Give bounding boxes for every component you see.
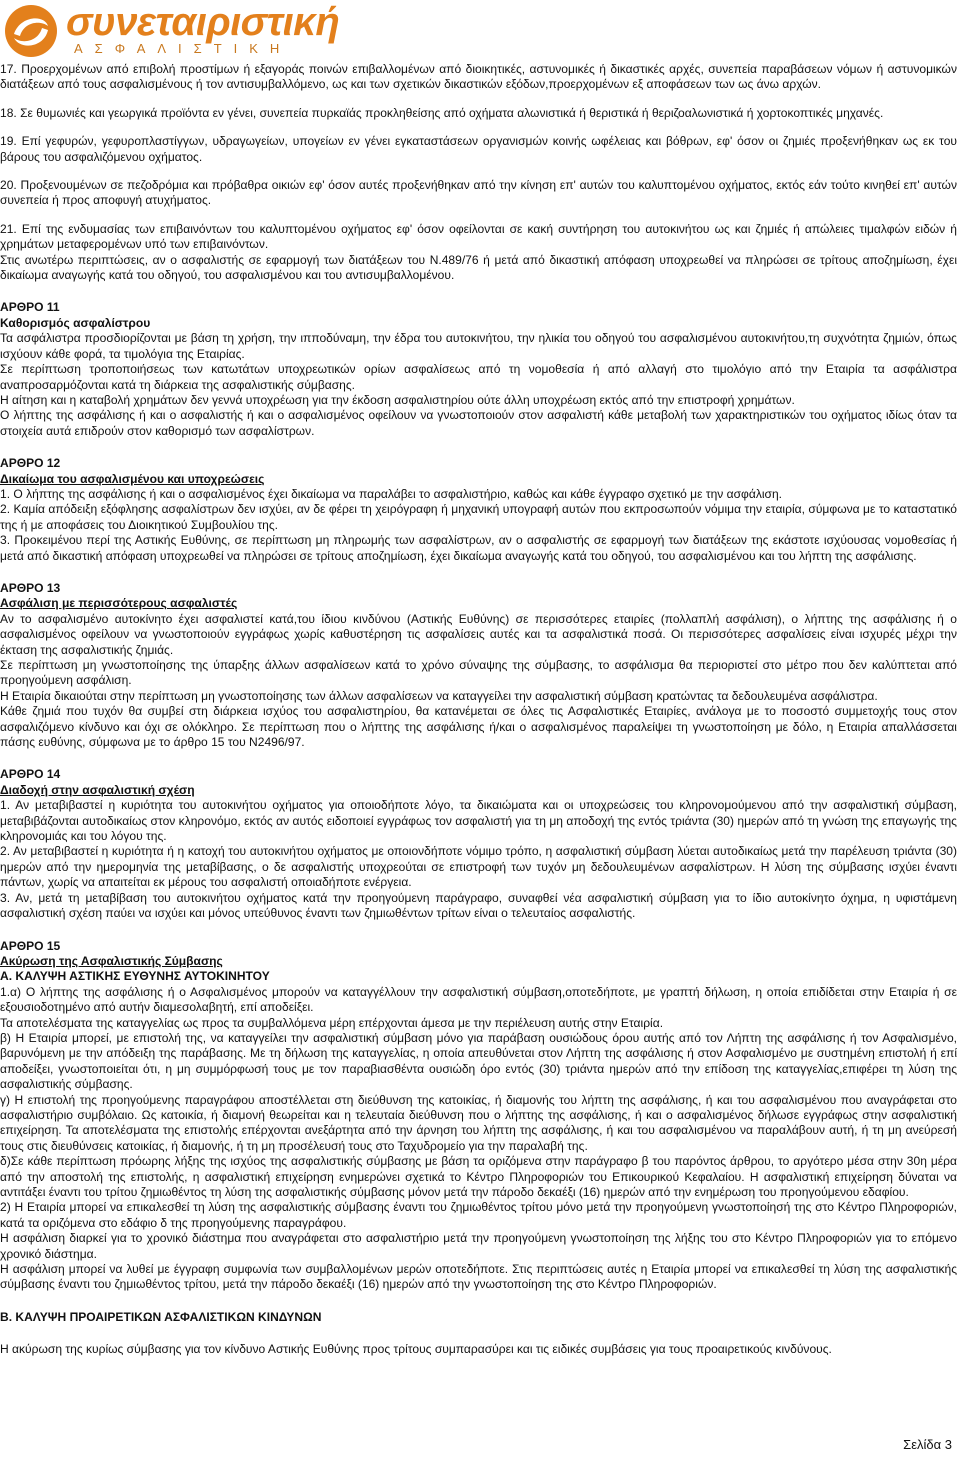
article-12-title: Δικαίωμα του ασφαλισμένου και υποχρεώσεις: [0, 471, 265, 486]
article-15-p8: Η ασφάλιση μπορεί να λυθεί με έγγραφη συμφωνία των συμβαλλομένων μερών οποτεδήποτε. Στις περιπτώσεις αυτές η Εταιρία μπορεί να επικαλεσθεί τη λύση της ασφαλιστικής σύμβασης έναντι του ζημιωθέντος τρίτου, μετά την πάροδο δεκαέξι (16) ημερών από την γνωστοποίηση της στο Κέντρο Πληροφοριών.: [0, 1262, 957, 1292]
section-a-heading: Α. ΚΑΛΥΨΗ ΑΣΤΙΚΗΣ ΕΥΘΥΝΗΣ ΑΥΤΟΚΙΝΗΤΟΥ: [0, 969, 270, 984]
article-15-p5: δ)Σε κάθε περίπτωση πρόωρης λήξης της ισχύος της ασφαλιστικής σύμβασης με βάση τα οριζόμενα στην παράγραφο β του παρόντος άρθρου, το αργότερο μέσα στην 30η μέρα από την αποστολή της επιστολής, η ασφαλιστική επιχείρηση ενημερώνει σχετικά το Κέντρο Πληροφοριών του Επικουρικού Κεφαλαίου. Η ασφαλιστική επιχείρηση δύναται να αντιτάξει έναντι του τρίτου ζημιωθέντος τη λύση της ασφαλιστικής σύμβασης μόνον μετά την πάροδο δεκαέξι (16) ημερών από την ενημέρωση του προηγούμενου εδαφίου.: [0, 1154, 957, 1199]
recourse-paragraph: Στις ανωτέρω περιπτώσεις, αν ο ασφαλιστής σε εφαρμογή των διατάξεων του Ν.489/76 ή μετά από δικαστική απόφαση υποχρεωθεί να πληρώσει σε τρίτους αποζημίωση, έχει δικαίωμα αναγωγής κατά του οδηγού, του ασφαλισμένου και του αντισυμβαλλομένου.: [0, 252, 957, 283]
article-13-p1: Αν το ασφαλισμένο αυτοκίνητο έχει ασφαλιστεί κατά,του ίδιου κινδύνου (Αστικής Ευθύνης) σε περισσότερες εταιρίες (πολλαπλή ασφάλιση), ο λήπτης της ασφάλισης ή ο ασφαλισμένος οφείλουν να γνωστοποιούν εγγράφως χωρίς καθυστέρηση τις ασφαλίσεις αυτές και τα ασφαλιστικά ποσά. Οι περισσότερες ασφαλίσεις είναι ισχυρές μέχρι την έκταση της ασφαλιστικής ζημιάς.: [0, 611, 957, 657]
article-15-p7: Η ασφάλιση διαρκεί για το χρονικό διάστημα που αναγράφεται στο ασφαλιστήριο μετά την προηγούμενη γνωστοποίηση της λήξης του στο Κέντρο Πληροφοριών για το επόμενο χρονικό διάστημα.: [0, 1231, 957, 1261]
article-14-p1: 1. Αν μεταβιβαστεί η κυριότητα του αυτοκινήτου οχήματος για οποιοδήποτε λόγο, τα δικαιώματα και οι υποχρεώσεις του κληρονομούμενου από την ασφαλιστική σύμβαση, μεταβιβάζονται αυτοδικαίως στον κληρονόμο, εκτός αν αυτός ειδοποιεί εγγράφως τον ασφαλιστή για τη μη αποδοχή της εντός τριάντα (30) ημερών από τη γνώση της επαγωγής της κληρονομιάς και του λόγου της.: [0, 798, 957, 844]
article-15-p2: Τα αποτελέσματα της καταγγελίας ως προς τα συμβαλλόμενα μέρη επέρχονται άμεσα με την περιέλευση αυτής στην Εταιρία.: [0, 1015, 664, 1030]
exclusion-21: 21. Επί της ενδυμασίας των επιβαινόντων του καλυπτομένου οχήματος εφ' όσον οφείλονται σε κακή συντήρηση του αυτοκινήτου ως και ζημιές ή απώλειες τιμαλφών ειδών ή χρημάτων μεταφερομένων υπό των επιβαινόντων.: [0, 221, 957, 252]
article-15-p1: 1.α) Ο λήπτης της ασφάλισης ή ο Ασφαλισμένος μπορούν να καταγγέλλουν την ασφαλιστική σύμβαση,οποτεδήποτε, με γραπτή δήλωση, η οποία επιδίδεται στην Εταιρία ή σε εξουσιοδοτημένο από αυτήν διαμεσολαβητή, επί αποδείξει.: [0, 984, 957, 1015]
article-13-heading: ΑΡΘΡΟ 13: [0, 580, 61, 595]
article-15-p9: Η ακύρωση της κυρίως σύμβασης για τον κίνδυνο Αστικής Ευθύνης προς τρίτους συμπαρασύρει και τις ειδικές συμβάσεις για τους προαιρετικούς κινδύνους.: [0, 1342, 832, 1357]
article-14-p2: 2. Αν μεταβιβαστεί η κυριότητα ή η κατοχή του αυτοκινήτου οχήματος με οποιονδήποτε νόμιμο τρόπο, η ασφαλιστική σύμβαση λύεται αυτοδικαίως μετά την παρέλευση τριάντα (30) ημερών από την ημερομηνία της μεταβίβασης, ο δε ασφαλιστής υποχρεούται σε επιστροφή των τυχόν μη δεδουλευμένων ασφαλίστρων. Η λύση της σύμβασης ισχύει έναντι πάντων, χωρίς να απαιτείται εκ μέρους του ασφαλιστή οποιαδήποτε ενέργεια.: [0, 844, 957, 890]
exclusion-17: 17. Προερχομένων από επιβολή προστίμων ή εξαγοράς ποινών επιβαλλομένων από διοικητικές, αστυνομικές ή δικαστικές αρχές, συνεπεία παραβάσεων νόμων ή αστυνομικών διατάξεων από τους ασφαλισμένους ή τον αντισυμβαλλόμενο, ως και των σχετικών δικαστικών εξόδων,προερχομένων εξ αποφάσεων των ως άνω αρχών.: [0, 62, 957, 92]
article-12-p1: 1. Ο λήπτης της ασφάλισης ή και ο ασφαλισμένος έχει δικαίωμα να παραλάβει το ασφαλιστήριο, καθώς και κάθε έγγραφο σχετικό με την ασφάλιση.: [0, 486, 783, 501]
article-13-p4: Κάθε ζημιά που τυχόν θα συμβεί στη διάρκεια ισχύος του ασφαλιστηρίου, θα κατανέμεται σε όλες τις Ασφαλιστικές Εταιρίες, ανάλογα με το ποσοστό συμμετοχής τους στον ασφαλιζόμενο κίνδυνο και όχι σε ολόκληρο. Σε περίπτωση που ο λήπτης της ασφάλισης ή/και ο ασφαλισμένος παραλείψει τη γνωστοποίηση με δόλο, η Εταιρία απαλλάσσεται πάσης ευθύνης, σύμφωνα με το άρθρο 15 του Ν2496/97.: [0, 704, 957, 750]
article-11-p3: Η αίτηση και η καταβολή χρημάτων δεν γεννά υποχρέωση για την έκδοση ασφαλιστηρίου ούτε άλλη υποχρέωση εκτός από την επιστροφή χρημάτων.: [0, 392, 795, 407]
article-11-p4: Ο λήπτης της ασφάλισης ή και ο ασφαλιστής ή και ο ασφαλισμένος οφείλουν να γνωστοποιούν στον ασφαλιστή κάθε μεταβολή των χαρακτηριστικών του οχήματος ιδίως όταν τα στοιχεία αυτά επιδρούν στον καθορισμό των ασφαλίστρων.: [0, 408, 957, 438]
exclusion-20: 20. Προξενουμένων σε πεζοδρόμια και πρόβαθρα οικιών εφ' όσον αυτές προξενήθηκαν από την κίνηση επ' αυτών του καλυπτομένου οχήματος, εκτός εάν τούτο κινηθεί επ' αυτών συνεπεία ή προς αποφυγή ατυχήματος.: [0, 178, 957, 208]
logo-swirl-icon: [4, 4, 58, 58]
article-12-p3: 3. Προκειμένου περί της Αστικής Ευθύνης, σε περίπτωση μη πληρωμής των ασφαλίστρων, αν ο ασφαλιστής σε εφαρμογή των διατάξεων της εκάστοτε ισχύουσας νομοθεσίας ή μετά από δικαστική απόφαση υποχρεωθεί να πληρώσει σε τρίτους αποζημίωση, έχει δικαίωμα αναγωγής κατά του οδηγού, του ασφαλισμένου και του λήπτη της ασφάλισης.: [0, 533, 957, 563]
article-14-title: Διαδοχή στην ασφαλιστική σχέση: [0, 782, 195, 797]
article-13-title: Ασφάλιση με περισσότερους ασφαλιστές: [0, 596, 238, 611]
logo-wordmark: συνεταιριστική: [66, 0, 340, 44]
article-15-title: Ακύρωση της Ασφαλιστικής Σύμβασης: [0, 953, 223, 968]
page-header: [0, 0, 960, 60]
article-14-heading: ΑΡΘΡΟ 14: [0, 767, 61, 782]
section-b-heading: Β. ΚΑΛΥΨΗ ΠΡΟΑΙΡΕΤΙΚΩΝ ΑΣΦΑΛΙΣΤΙΚΩΝ ΚΙΝΔΥΝΩΝ: [0, 1309, 322, 1324]
article-12-p2: 2. Καμία απόδειξη εξόφλησης ασφαλίστρων δεν ισχύει, αν δε φέρει τη χειρόγραφη ή μηχανική υπογραφή αυτών που εκπροσωπούν νόμιμα την εταιρία, σύμφωνα με το καταστατικό της ή με αποφάσεις του Διοικητικού Συμβουλίου της.: [0, 502, 957, 532]
article-15-p4: γ) Η επιστολή της προηγούμενης παραγράφου αποστέλλεται στη διεύθυνση της κατοικίας, ή διαμονής του λήπτη της ασφάλισης, ή και του ασφαλισμένου που αναγράφεται στο ασφαλιστήριο συμβόλαιο. Ως κατοικία, ή διαμονή θεωρείται και η τελευταία διεύθυνση που ο λήπτης της ασφάλισης, ή και ο ασφαλισμένος δήλωσε εγγράφως στην ασφαλιστική επιχείρηση. Τα αποτελέσματα της επιστολής επέρχονται ανεξάρτητα από την άρνηση του λήπτη της ασφάλισης, ή και του ασφαλισμένου να παραλάβουν αυτή, ή τη μη ανεύρεσή τους στις διευθύνσεις κατοικίας, ή διαμονής, ή τη μη προσέλευσή τους στο Ταχυδρομείο για την παραλαβή της.: [0, 1092, 957, 1153]
article-14-p3: 3. Αν, μετά τη μεταβίβαση του αυτοκινήτου οχήματος κατά την προηγούμενη παράγραφο, συναφθεί νέα ασφαλιστική σύμβαση για το ίδιο αυτοκίνητο όχημα, η υφιστάμενη ασφαλιστική σχέση παύει να ισχύει και μόνος υπεύθυνος έναντι των ζημιωθέντων τρίτων είναι ο τελευταίος ασφαλιστής.: [0, 890, 957, 921]
article-15-p6: 2) Η Εταιρία μπορεί να επικαλεσθεί τη λύση της ασφαλιστικής σύμβασης έναντι του ζημιωθέντος τρίτου μόνο μετά την προηγούμενη γνωστοποίησή της στο Κέντρο Πληροφοριών, κατά τα οριζόμενα στο εδάφιο δ της προηγούμενης παραγράφου.: [0, 1200, 957, 1230]
exclusion-19: 19. Επί γεφυρών, γεφυροπλαστίγγων, υδραγωγείων, υπογείων εν γένει εγκαταστάσεων οργανισμών κοινής ωφέλειας και βόθρων, εφ' όσον οι ζημιές προξενήθηκαν ως εκ του βάρους του ασφαλιζόμενου οχήματος.: [0, 134, 957, 164]
article-15-heading: ΑΡΘΡΟ 15: [0, 938, 61, 953]
article-11-p1: Τα ασφάλιστρα προσδιορίζονται με βάση τη χρήση, την ιπποδύναμη, την έδρα του αυτοκινήτου, την ηλικία του οδηγού του ασφαλισμένου αυτοκινήτου,τη συχνότητα ζημιών, όπως ισχύουν κάθε φορά, τα τιμολόγια της Εταιρίας.: [0, 331, 957, 361]
article-11-p2: Σε περίπτωση τροποποιήσεως των κατωτάτων υποχρεωτικών ορίων ασφαλίσεως από τη νομοθεσία ή από αλλαγή στο τιμολόγιο από την Εταιρία τα ασφάλιστρα αναπροσαρμόζονται κατά τη διάρκεια της ασφαλιστικής σύμβασης.: [0, 362, 957, 392]
article-11-title: Καθορισμός ασφαλίστρου: [0, 315, 151, 330]
page-number: Σελίδα 3: [903, 1437, 952, 1452]
article-13-p2: Σε περίπτωση μη γνωστοποίησης της ύπαρξης άλλων ασφαλίσεων κατά το χρόνο σύναψης της σύμβασης, το ασφάλισμα θα περιοριστεί στο μέτρο που δεν καλύπτεται από προηγούμενη ασφάλιση.: [0, 658, 957, 688]
article-15-p3: β) Η Εταιρία μπορεί, με επιστολή της, να καταγγείλει την ασφαλιστική σύμβαση μόνο για παράβαση ουσιώδους όρου αυτής από τον Λήπτη της ασφάλισης ή τον Ασφαλισμένο, βαρυνόμενη με την απόδειξη της παράβασης. Με τη δήλωση της καταγγελίας, η οποία απευθύνεται στον Λήπτη της ασφάλισης ή στον Ασφαλισμένο με συστημένη επιστολή ή επί αποδείξει, γνωστοποιείται ότι, η μη συμμόρφωσή τους με τον παραβιασθέντα ουσιώδη όρο εντός (30) τριάντα ημερών από την επίδοση της καταγγελίας,επιφέρει τη λύση της ασφαλιστικής σύμβασης.: [0, 1030, 957, 1092]
logo-subtitle: ΑΣΦΑΛΙΣΤΙΚΗ: [74, 41, 292, 56]
article-11-heading: ΑΡΘΡΟ 11: [0, 300, 60, 315]
company-logo: [4, 0, 344, 58]
article-12-heading: ΑΡΘΡΟ 12: [0, 456, 61, 471]
exclusion-18: 18. Σε θυμωνιές και γεωργικά προϊόντα εν γένει, συνεπεία πυρκαϊάς προκληθείσης από οχήματα αλωνιστικά ή θεριστικά ή θεριζοαλωνιστικά ή χορτοκοπτικές μηχανές.: [0, 105, 884, 120]
article-13-p3: Η Εταιρία δικαιούται στην περίπτωση μη γνωστοποίησης των άλλων ασφαλίσεων να καταγγείλει την ασφαλιστική σύμβαση κρατώντας τα δεδουλευμένα ασφάλιστρα.: [0, 688, 878, 703]
document-body: [0, 62, 957, 1358]
